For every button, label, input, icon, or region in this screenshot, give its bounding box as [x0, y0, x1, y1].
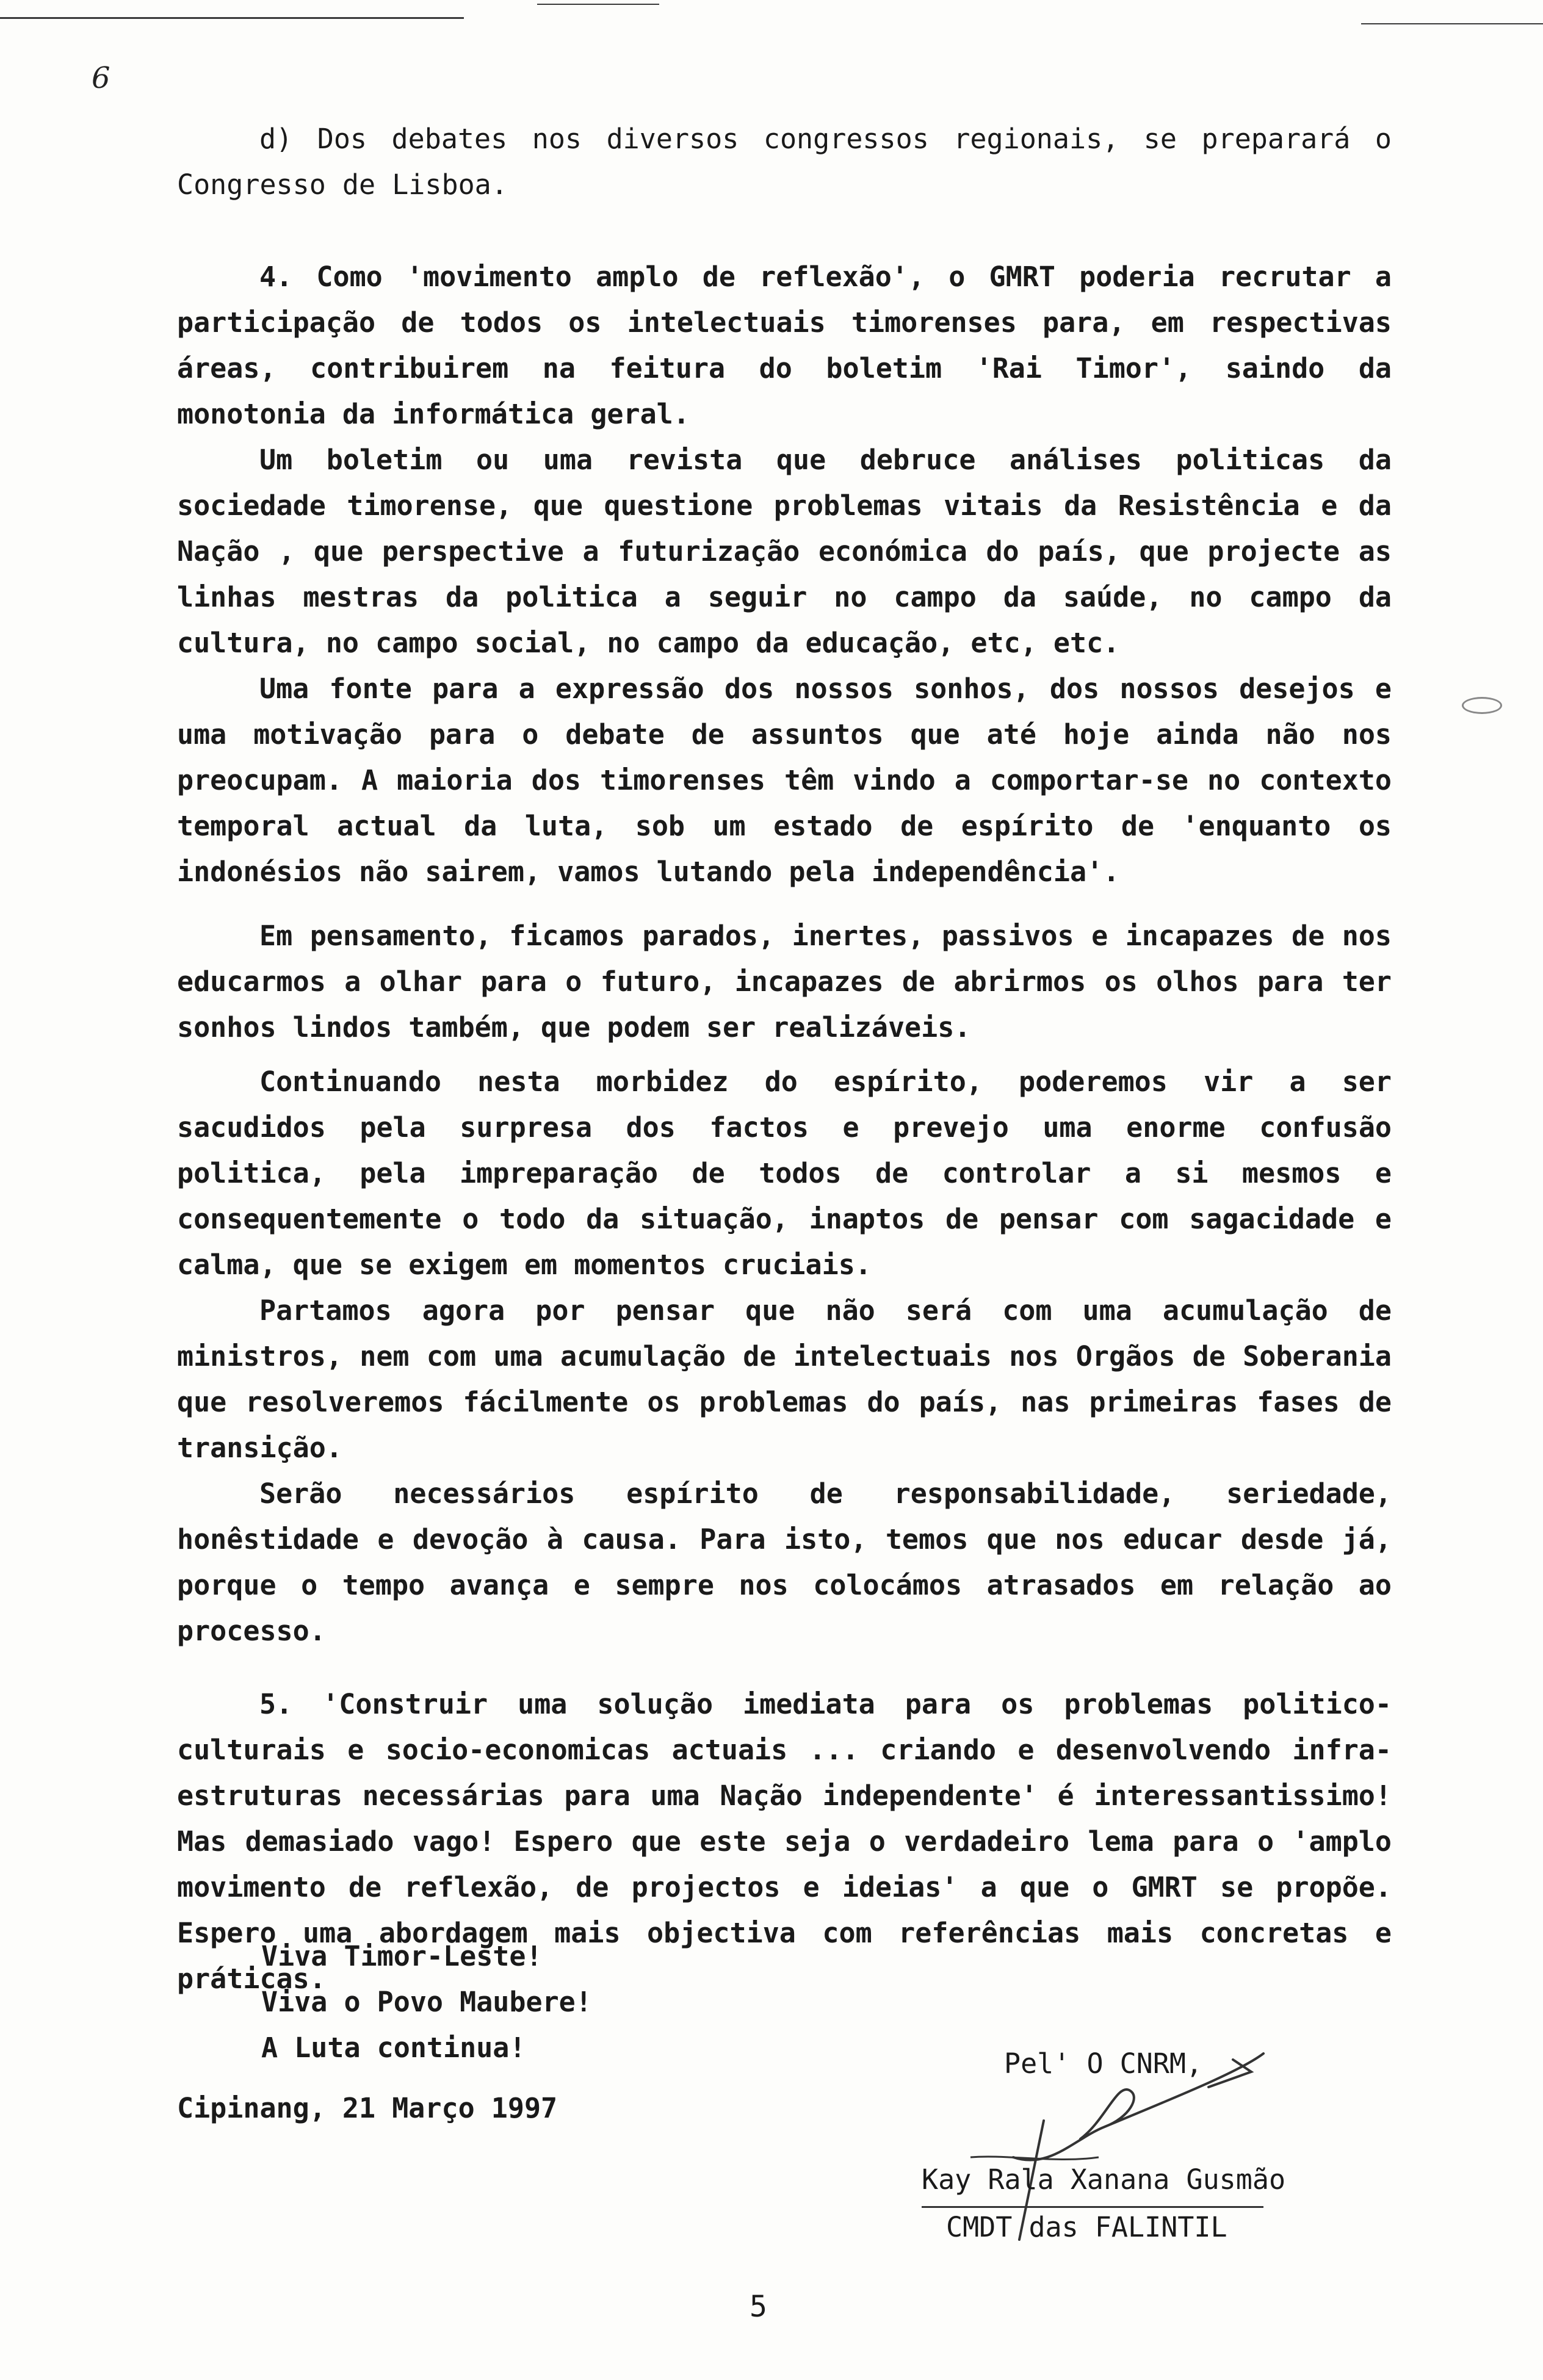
paragraph-d: d) Dos debates nos diversos congressos regionais, se preparará o Congresso de Lisboa. — [177, 123, 1409, 201]
paragraph-boletim: Um boletim ou uma revista que debruce análises politicas da sociedade timorense, que questione problemas vitais da Resistência e da Nação , que perspective a futurização económica do país, que projecte as linhas mestras da politica a seguir no campo da saúde, no campo da cultura, no campo social, no campo da educação, etc, etc. — [177, 444, 1409, 659]
body-text — [177, 116, 1409, 2002]
signature-rule — [922, 2206, 1263, 2208]
paragraph-serao: Serão necessários espírito de responsabilidade, seriedade, honêstidade e devoção à causa. Para isto, temos que nos educar desde já, porque o tempo avança e sempre nos colocámos atrasados em relação ao processo. — [177, 1477, 1409, 1647]
ink-smudge — [1462, 697, 1502, 714]
signature-block — [922, 2047, 1410, 2249]
handwritten-page-mark: 6 — [92, 61, 110, 95]
scan-top-edge — [0, 0, 1543, 24]
paragraph-pensamento: Em pensamento, ficamos parados, inertes, passivos e incapazes de nos educarmos a olhar para o futuro, incapazes de abrirmos os olhos para ter sonhos lindos também, que podem ser realizáveis. — [177, 920, 1409, 1044]
place-date: Cipinang, 21 Março 1997 — [177, 2092, 558, 2124]
paragraph-4: 4. Como 'movimento amplo de reflexão', o GMRT poderia recrutar a participação de todos os intelectuais timorenses para, em respectivas áreas, contribuirem na feitura do boletim 'Rai Timor', saindo da monotonia da informática geral. — [177, 261, 1409, 430]
closing-line-3: A Luta continua! — [261, 2032, 526, 2064]
signature-name: Kay Rala Xanana Gusmão — [922, 2163, 1286, 2196]
page-number: 5 — [750, 2290, 767, 2324]
signature-prefix: Pel' O CNRM, — [1004, 2047, 1203, 2080]
closing-line-1: Viva Timor-Leste! — [261, 1940, 543, 1972]
paragraph-continuando: Continuando nesta morbidez do espírito, poderemos vir a ser sacudidos pela surpresa dos factos e prevejo uma enorme confusão politica, pela impreparação de todos de controlar a si mesmos e consequentemente o todo da situação, inaptos de pensar com sagacidade e calma, que se exigem em momentos cruciais. — [177, 1066, 1409, 1281]
paragraph-partamos: Partamos agora por pensar que não será com uma acumulação de ministros, nem com uma acumulação de intelectuais nos Orgãos de Soberania que resolveremos fácilmente os problemas do país, nas primeiras fases de transição. — [177, 1294, 1409, 1464]
closing-line-2: Viva o Povo Maubere! — [261, 1986, 592, 2018]
paragraph-5: 5. 'Construir uma solução imediata para os problemas politico-culturais e socio-economicas actuais ... criando e desenvolvendo infra-estruturas necessárias para uma Nação independente' é interessantissimo! Mas demasiado vago! Espero que este seja o verdadeiro lema para o 'amplo movimento de reflexão, de projectos e ideias' a que o GMRT se propõe. Espero uma abordagem mais objectiva com referências mais concretas e práticas. — [177, 1688, 1409, 1995]
paragraph-fonte: Uma fonte para a expressão dos nossos sonhos, dos nossos desejos e uma motivação para o debate de assuntos que até hoje ainda não nos preocupam. A maioria dos timorenses têm vindo a comportar-se no contexto temporal actual da luta, sob um estado de espírito de 'enquanto os indonésios não sairem, vamos lutando pela independência'. — [177, 673, 1409, 888]
closing-salutations — [261, 1933, 592, 2071]
signature-title: CMDT das FALINTIL — [946, 2211, 1227, 2243]
